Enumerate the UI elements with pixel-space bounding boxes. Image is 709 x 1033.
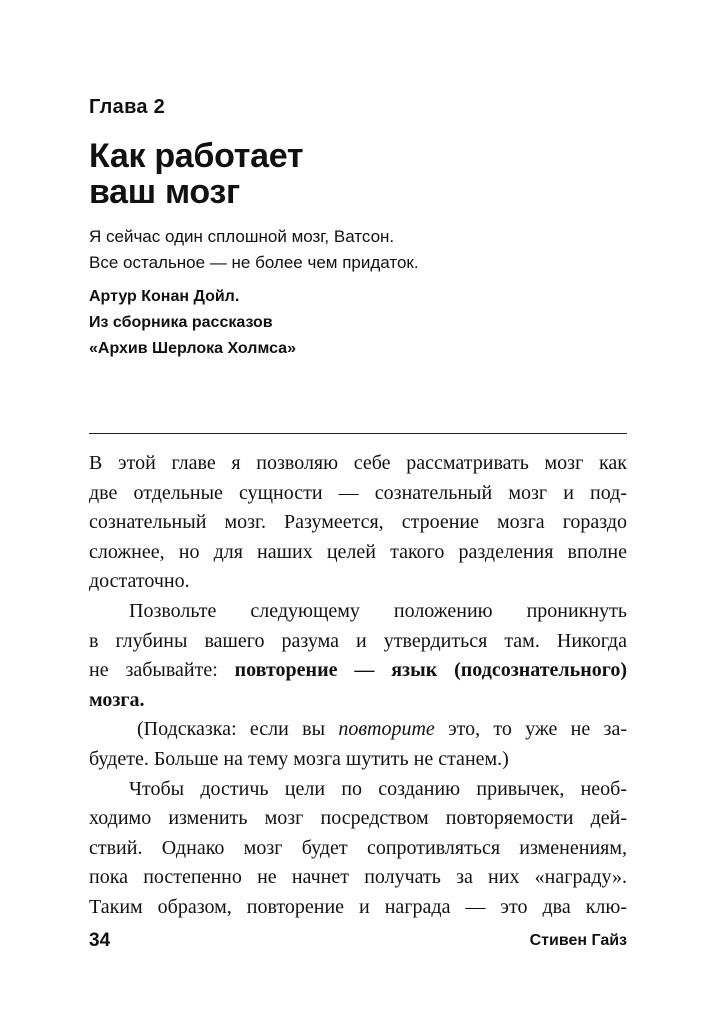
emphasis-bold: повторение — язык (подсознательного)	[234, 659, 627, 682]
running-footer-author: Стивен Гайз	[529, 932, 627, 949]
chapter-label: Глава 2	[89, 96, 166, 118]
body-line	[89, 656, 627, 686]
chapter-title-line: Как работает	[89, 137, 304, 175]
body-line: в глубины вашего разума и утвердиться там. Никогда	[89, 629, 627, 652]
body-text-plain: не забывайте:	[89, 659, 235, 682]
epigraph-source	[89, 284, 629, 362]
epigraph-quote-line: Все остальное — не более чем придаток.	[89, 253, 419, 272]
emphasis-italic: повторите	[338, 718, 435, 741]
page-number: 34	[89, 930, 111, 951]
body-text-plain: (Подсказка: если вы	[137, 718, 339, 741]
body-line: сознательный мозг. Разумеется, строение мозга гораздо	[89, 511, 627, 534]
body-line: Позвольте следующему положению проникнуть	[129, 599, 627, 622]
body-line: Чтобы достичь цели по созданию привычек, необ-	[129, 777, 627, 800]
body-line: две отдельные сущности — сознательный мозг и под-	[89, 481, 627, 504]
section-divider	[89, 433, 627, 434]
chapter-title-line: ваш мозг	[89, 173, 240, 211]
body-line: ствий. Однако мозг будет сопротивляться изменениям,	[89, 836, 627, 859]
body-line	[89, 715, 627, 745]
body-line: Таким образом, повторение и награда — это два клю-	[89, 895, 627, 918]
chapter-title	[89, 138, 609, 210]
body-line: сложнее, но для наших целей такого разделения вполне	[89, 540, 627, 563]
epigraph-quote	[89, 224, 629, 276]
emphasis-bold: мозга.	[89, 688, 145, 711]
body-text	[89, 449, 627, 923]
body-line: пока постепенно не начнет получать за них «награду».	[89, 866, 627, 889]
epigraph-quote-line: Я сейчас один сплошной мозг, Ватсон.	[89, 227, 395, 246]
body-line: В этой главе я позволяю себе рассматривать мозг как	[89, 452, 627, 474]
epigraph-source-line: Артур Конан Дойл.	[89, 288, 240, 305]
epigraph-source-line: Из сборника рассказов	[89, 314, 273, 331]
body-line: ходимо изменить мозг посредством повторяемости дей-	[89, 807, 627, 830]
body-line: достаточно.	[89, 570, 190, 593]
body-text-plain: это, то уже не за-	[434, 718, 627, 741]
body-line: будете. Больше на тему мозга шутить не станем.)	[89, 747, 509, 770]
epigraph-source-line: «Архив Шерлока Холмса»	[89, 340, 296, 357]
